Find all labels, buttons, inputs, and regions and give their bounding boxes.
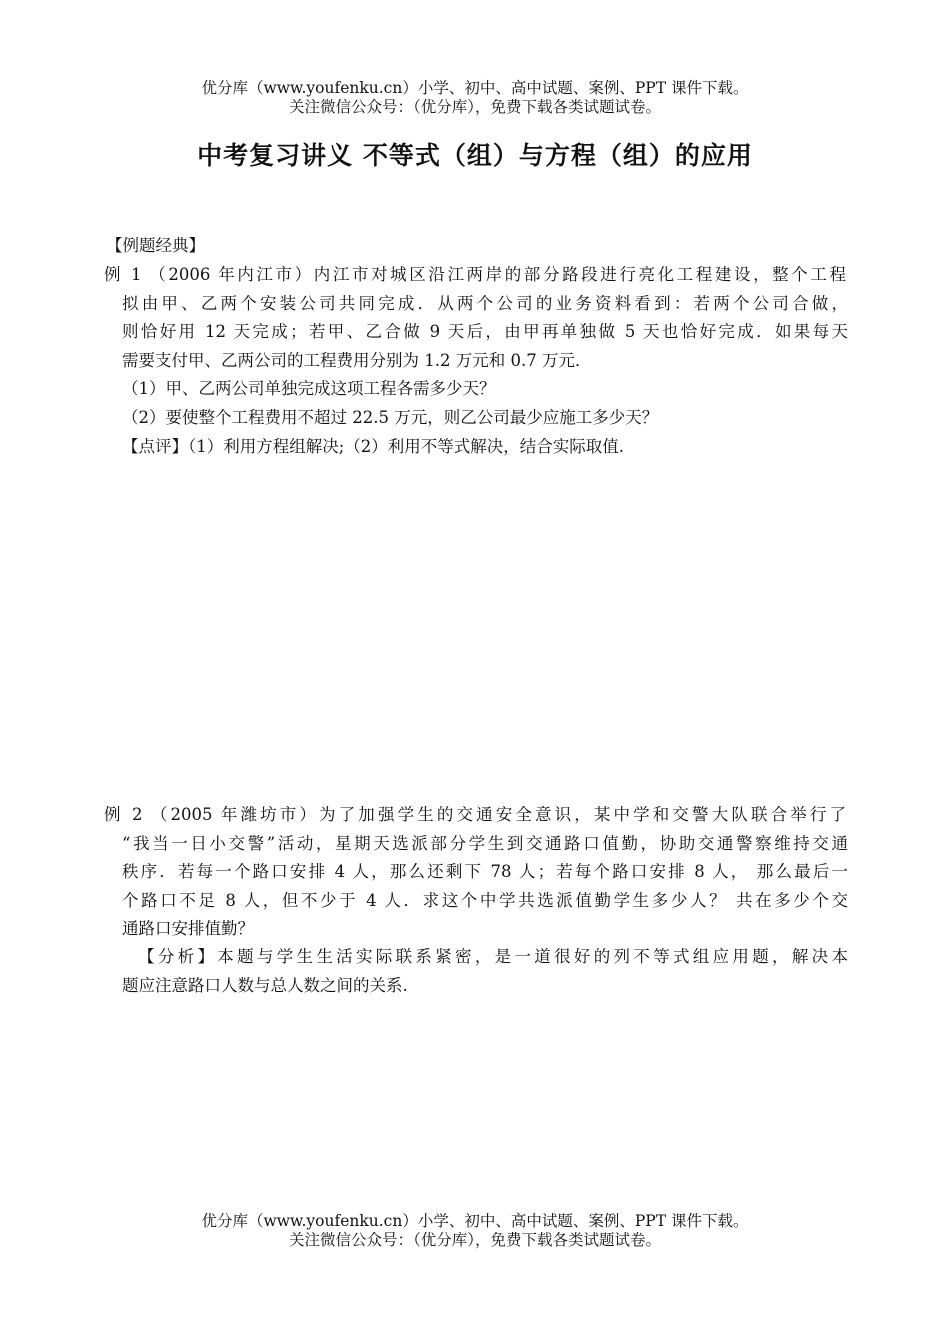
example1-line-4: 需要支付甲、乙两公司的工程费用分别为 1.2 万元和 0.7 万元． bbox=[122, 351, 592, 370]
header-line-1: 优分库（www.youfenku.cn）小学、初中、高中试题、案例、PPT 课件下载。 bbox=[201, 79, 749, 97]
example2-line-1: 例 2 （2005 年潍坊市）为了加强学生的交通安全意识，某中学和交警大队联合举行了 bbox=[104, 805, 846, 824]
example2-line-5: 通路口安排值勤？ bbox=[122, 919, 254, 938]
example1-question-2: （2）要使整个工程费用不超过 22.5 万元，则乙公司最少应施工多少天？ bbox=[122, 408, 659, 427]
example2-line-3: 秩序．若每一个路口安排 4 人，那么还剩下 78 人；若每个路口安排 8 人， 那么最后一 bbox=[122, 862, 848, 881]
example2-analysis-line-2: 题应注意路口人数与总人数之间的关系. bbox=[122, 976, 408, 995]
example1-line-3: 则恰好用 12 天完成；若甲、乙合做 9 天后，由甲再单独做 5 天也恰好完成．如果每天 bbox=[122, 322, 848, 341]
footer-line-1: 优分库（www.youfenku.cn）小学、初中、高中试题、案例、PPT 课件下载。 bbox=[201, 1212, 749, 1230]
footer-line-2: 关注微信公众号：（优分库），免费下载各类试题试卷。 bbox=[288, 1231, 661, 1249]
page-title: 中考复习讲义 不等式（组）与方程（组）的应用 bbox=[197, 141, 753, 170]
section-heading: 【例题经典】 bbox=[106, 236, 205, 255]
example2-line-4: 个路口不足 8 人，但不少于 4 人．求这个中学共选派值勤学生多少人？ 共在多少个交 bbox=[122, 891, 848, 910]
header-line-2: 关注微信公众号：（优分库），免费下载各类试题试卷。 bbox=[288, 98, 661, 116]
example1-line-2: 拟由甲、乙两个安装公司共同完成．从两个公司的业务资料看到：若两个公司合做， bbox=[122, 294, 848, 313]
example2-line-2: “我当一日小交警”活动，星期天选派部分学生到交通路口值勤，协助交通警察维持交通 bbox=[122, 834, 848, 853]
example1-comment: 【点评】（1）利用方程组解决;（2）利用不等式解决，结合实际取值. bbox=[122, 437, 625, 456]
example1-question-1: （1）甲、乙两公司单独完成这项工程各需多少天？ bbox=[122, 379, 496, 398]
example1-line-1: 例 1 （2006 年内江市）内江市对城区沿江两岸的部分路段进行亮化工程建设，整个工程 bbox=[104, 265, 846, 284]
example2-analysis-line-1: 【分析】本题与学生生活实际联系紧密，是一道很好的列不等式组应用题，解决本 bbox=[138, 947, 848, 966]
